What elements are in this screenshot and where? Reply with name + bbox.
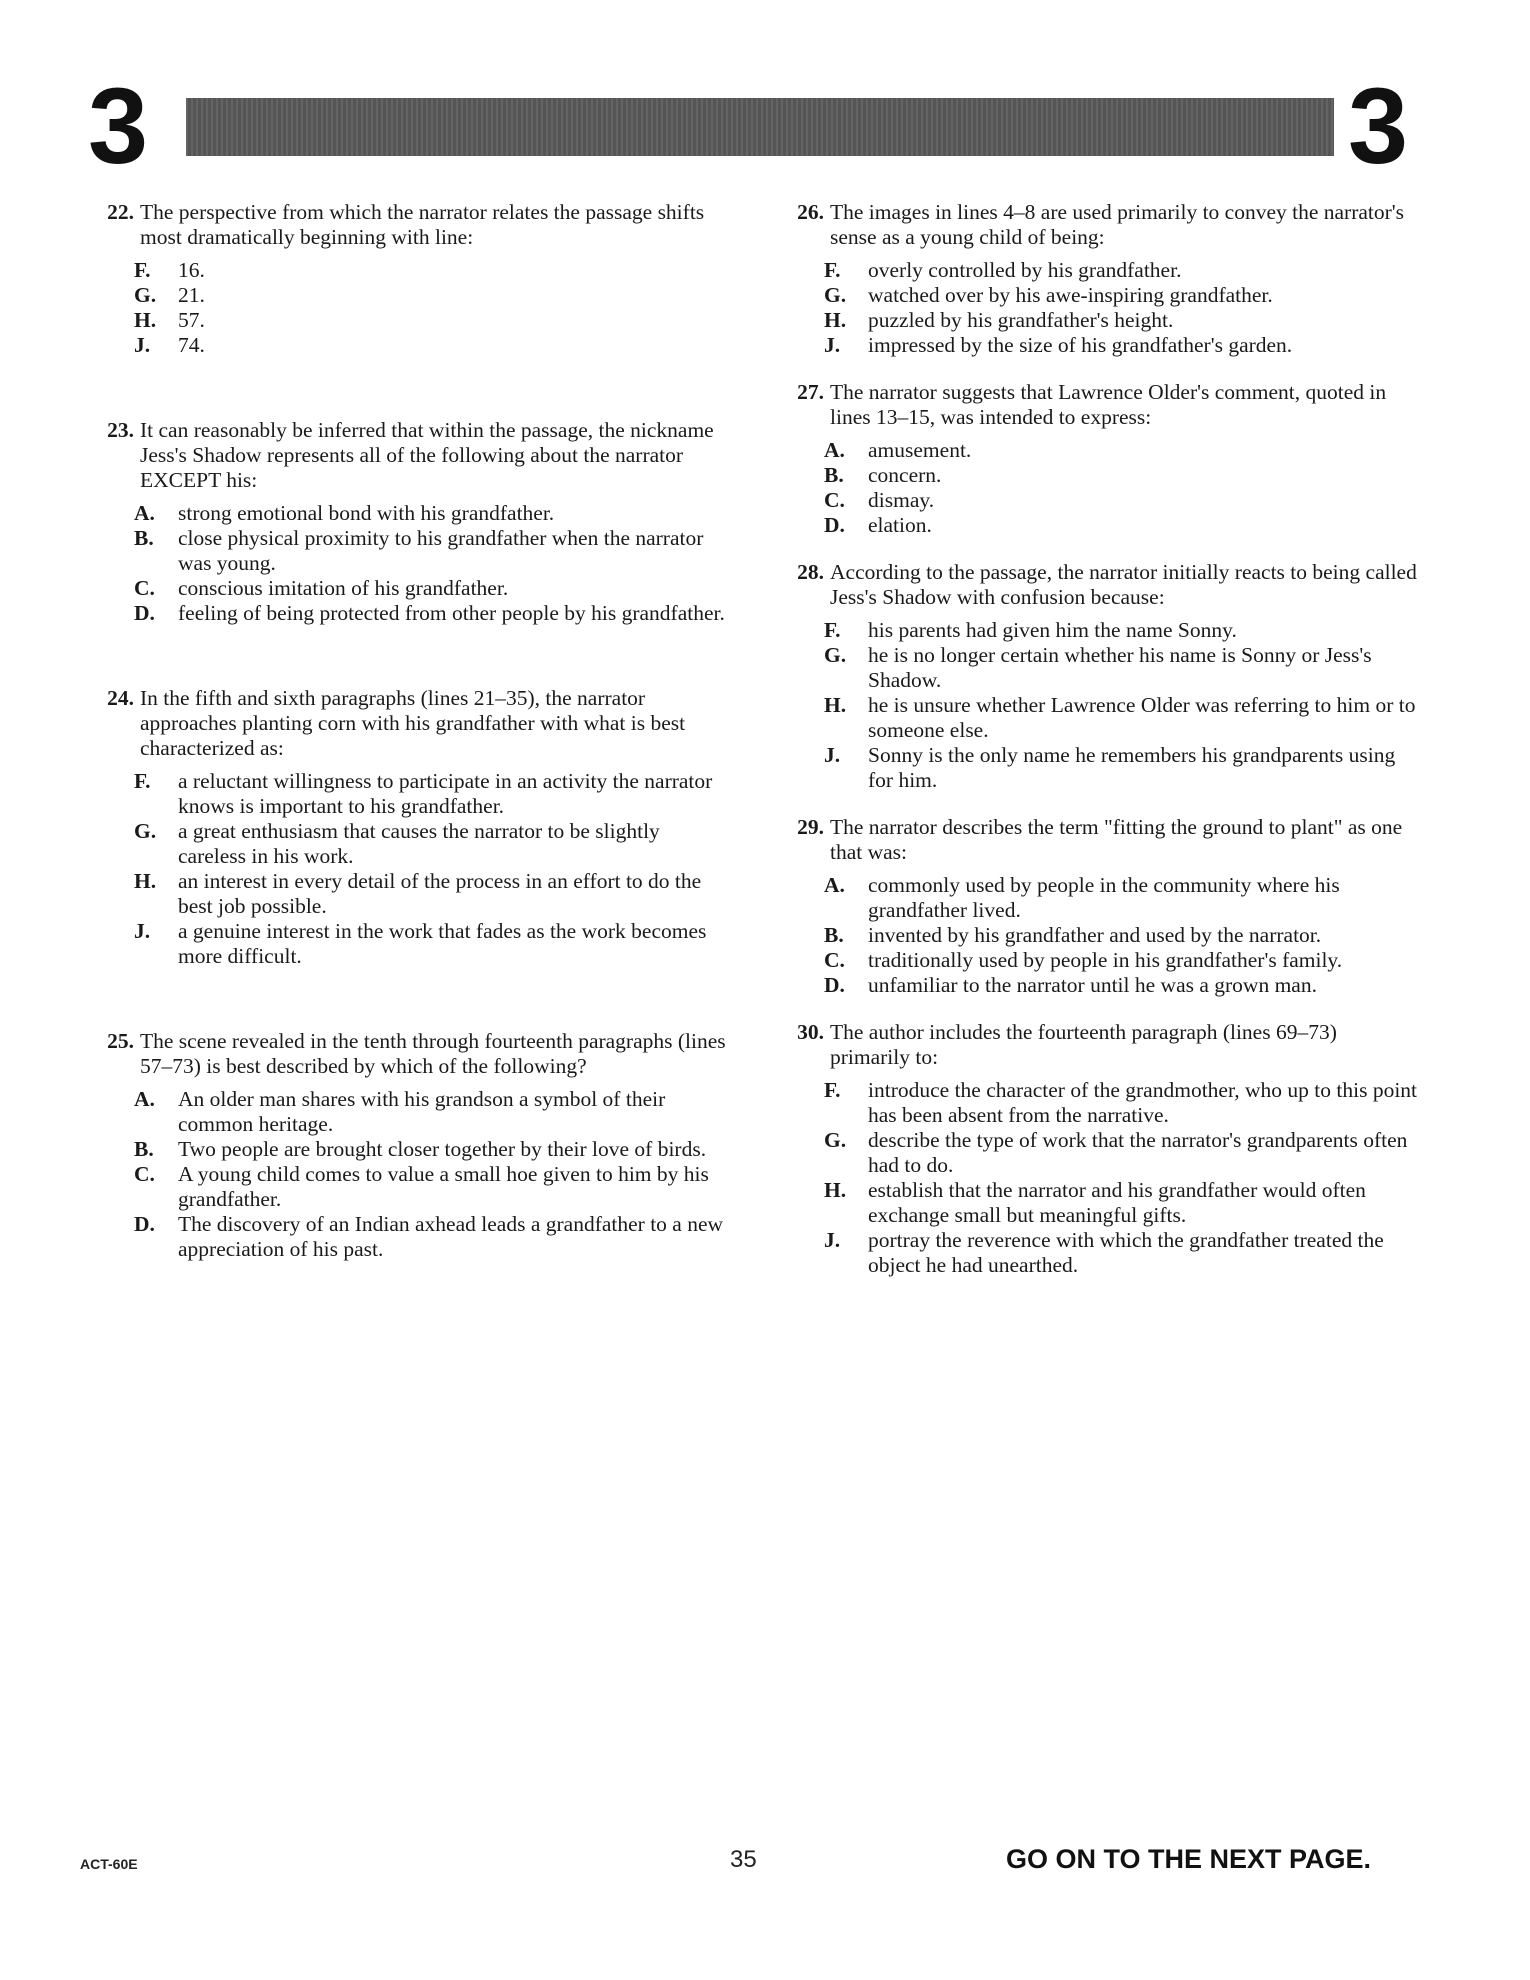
option-text: close physical proximity to his grandfather when the narrator was young. [178,526,704,575]
option-text: 16. [178,258,205,282]
answer-options [780,873,1420,998]
option-text: concern. [868,463,942,487]
question-text: The scene revealed in the tenth through fourteenth paragraphs (lines 57–73) is best described by which of the following? [140,1029,726,1078]
answer-option [780,1128,1420,1178]
question-number: 28. [797,560,824,584]
question-stem [90,200,730,250]
option-letter: D. [824,513,845,537]
answer-option [780,463,1420,488]
option-text: overly controlled by his grandfather. [868,258,1182,282]
option-letter: J. [824,743,841,767]
answer-option [90,919,730,969]
answer-option [780,438,1420,463]
answer-option [90,308,730,333]
question-number: 26. [797,200,824,224]
question-stem [90,418,730,493]
answer-option [780,488,1420,513]
question-stem [780,815,1420,865]
option-text: a reluctant willingness to participate in an activity the narrator knows is important to his grandfather. [178,769,713,818]
option-letter: G. [134,819,157,843]
option-letter: G. [824,1128,847,1152]
option-letter: H. [824,1178,847,1202]
question-item [780,560,1420,793]
option-letter: B. [824,463,844,487]
section-number-left: 3 [88,65,149,186]
question-item [780,815,1420,998]
option-text: An older man shares with his grandson a symbol of their common heritage. [178,1087,666,1136]
answer-option [90,601,730,626]
option-letter: B. [824,923,844,947]
question-stem [90,686,730,761]
answer-option [780,308,1420,333]
option-text: an interest in every detail of the process in an effort to do the best job possible. [178,869,702,918]
option-text: introduce the character of the grandmother, who up to this point has been absent from the narrative. [868,1078,1418,1127]
option-text: strong emotional bond with his grandfather. [178,501,555,525]
answer-option [780,873,1420,923]
question-stem [780,560,1420,610]
question-number: 24. [107,686,134,710]
question-text: In the fifth and sixth paragraphs (lines 21–35), the narrator approaches planting corn with his grandfather with what is best characterized as: [140,686,686,760]
option-text: a genuine interest in the work that fades as the work becomes more difficult. [178,919,707,968]
option-letter: D. [134,1212,155,1236]
option-letter: J. [134,333,151,357]
option-letter: J. [824,333,841,357]
option-text: he is no longer certain whether his name is Sonny or Jess's Shadow. [868,643,1372,692]
answer-option [780,923,1420,948]
option-text: dismay. [868,488,935,512]
answer-option [780,258,1420,283]
answer-option [90,576,730,601]
option-text: feeling of being protected from other people by his grandfather. [178,601,725,625]
option-letter: G. [824,283,847,307]
option-text: he is unsure whether Lawrence Older was referring to him or to someone else. [868,693,1416,742]
option-letter: G. [134,283,157,307]
option-letter: H. [824,308,847,332]
answer-options [90,258,730,358]
question-text: The author includes the fourteenth paragraph (lines 69–73) primarily to: [830,1020,1337,1069]
answer-option [780,618,1420,643]
option-text: amusement. [868,438,972,462]
option-letter: G. [824,643,847,667]
option-letter: C. [824,488,845,512]
question-stem [780,380,1420,430]
answer-options [90,501,730,626]
answer-options [90,1087,730,1262]
question-item [90,200,730,358]
question-text: According to the passage, the narrator initially reacts to being called Jess's Shadow with confusion because: [830,560,1417,609]
answer-option [780,693,1420,743]
question-text: The perspective from which the narrator relates the passage shifts most dramatically beginning with line: [140,200,705,249]
option-text: elation. [868,513,932,537]
answer-option [90,1137,730,1162]
option-letter: H. [134,308,157,332]
option-text: 21. [178,283,205,307]
option-text: 74. [178,333,205,357]
option-text: Two people are brought closer together by their love of birds. [178,1137,707,1161]
option-text: Sonny is the only name he remembers his grandparents using for him. [868,743,1396,792]
option-letter: F. [134,258,151,282]
option-letter: A. [134,501,155,525]
option-text: The discovery of an Indian axhead leads a grandfather to a new appreciation of his past. [178,1212,724,1261]
option-letter: H. [824,693,847,717]
question-item [90,1029,730,1262]
form-code: ACT-60E [80,1856,138,1872]
option-text: A young child comes to value a small hoe given to him by his grandfather. [178,1162,709,1211]
section-header-bar [186,98,1334,156]
answer-option [780,1178,1420,1228]
answer-options [780,258,1420,358]
answer-option [780,973,1420,998]
option-text: 57. [178,308,205,332]
question-item [90,418,730,626]
section-number-right: 3 [1348,65,1409,186]
option-text: a great enthusiasm that causes the narrator to be slightly careless in his work. [178,819,660,868]
option-text: traditionally used by people in his grandfather's family. [868,948,1343,972]
option-letter: B. [134,1137,154,1161]
left-question-column [90,200,730,1290]
answer-option [90,869,730,919]
option-text: portray the reverence with which the grandfather treated the object he had unearthed. [868,1228,1384,1277]
next-page-instruction: GO ON TO THE NEXT PAGE. [1006,1844,1372,1874]
answer-option [780,948,1420,973]
answer-option [780,283,1420,308]
question-number: 23. [107,418,134,442]
page-number: 35 [730,1846,757,1873]
option-letter: D. [824,973,845,997]
answer-options [780,618,1420,793]
answer-option [90,819,730,869]
answer-options [780,1078,1420,1278]
question-number: 22. [107,200,134,224]
question-stem [90,1029,730,1079]
option-letter: C. [134,576,155,600]
question-number: 27. [797,380,824,404]
answer-option [780,333,1420,358]
question-text: The narrator suggests that Lawrence Older's comment, quoted in lines 13–15, was intended to express: [830,380,1387,429]
question-stem [780,1020,1420,1070]
option-letter: F. [824,1078,841,1102]
answer-option [90,1162,730,1212]
question-item [780,200,1420,358]
answer-option [780,1078,1420,1128]
option-text: his parents had given him the name Sonny. [868,618,1237,642]
option-letter: A. [134,1087,155,1111]
answer-option [780,743,1420,793]
answer-option [90,526,730,576]
option-text: commonly used by people in the community where his grandfather lived. [868,873,1340,922]
option-text: establish that the narrator and his grandfather would often exchange small but meaningful gifts. [868,1178,1366,1227]
answer-option [90,1212,730,1262]
answer-option [90,501,730,526]
option-text: puzzled by his grandfather's height. [868,308,1174,332]
answer-option [90,1087,730,1137]
answer-options [90,769,730,969]
question-number: 29. [797,815,824,839]
option-letter: F. [824,258,841,282]
option-letter: C. [134,1162,155,1186]
question-stem [780,200,1420,250]
right-question-column [780,200,1420,1306]
option-text: conscious imitation of his grandfather. [178,576,509,600]
option-letter: J. [134,919,151,943]
option-letter: J. [824,1228,841,1252]
option-text: watched over by his awe-inspiring grandfather. [868,283,1273,307]
option-letter: D. [134,601,155,625]
question-text: It can reasonably be inferred that within the passage, the nickname Jess's Shadow represents all of the following about the narrator EXCEPT his: [140,418,714,492]
option-text: unfamiliar to the narrator until he was a grown man. [868,973,1317,997]
option-letter: A. [824,438,845,462]
answer-option [90,333,730,358]
answer-option [90,769,730,819]
question-item [780,380,1420,538]
question-text: The narrator describes the term "fitting the ground to plant" as one that was: [830,815,1403,864]
option-letter: A. [824,873,845,897]
option-letter: B. [134,526,154,550]
option-letter: F. [824,618,841,642]
option-letter: F. [134,769,151,793]
answer-options [780,438,1420,538]
answer-option [780,1228,1420,1278]
option-text: describe the type of work that the narrator's grandparents often had to do. [868,1128,1408,1177]
question-item [90,686,730,969]
question-number: 30. [797,1020,824,1044]
answer-option [780,643,1420,693]
answer-option [780,513,1420,538]
option-letter: C. [824,948,845,972]
option-text: invented by his grandfather and used by the narrator. [868,923,1322,947]
question-item [780,1020,1420,1278]
question-text: The images in lines 4–8 are used primarily to convey the narrator's sense as a young child of being: [830,200,1405,249]
question-number: 25. [107,1029,134,1053]
answer-option [90,283,730,308]
option-text: impressed by the size of his grandfather's garden. [868,333,1293,357]
option-letter: H. [134,869,157,893]
answer-option [90,258,730,283]
